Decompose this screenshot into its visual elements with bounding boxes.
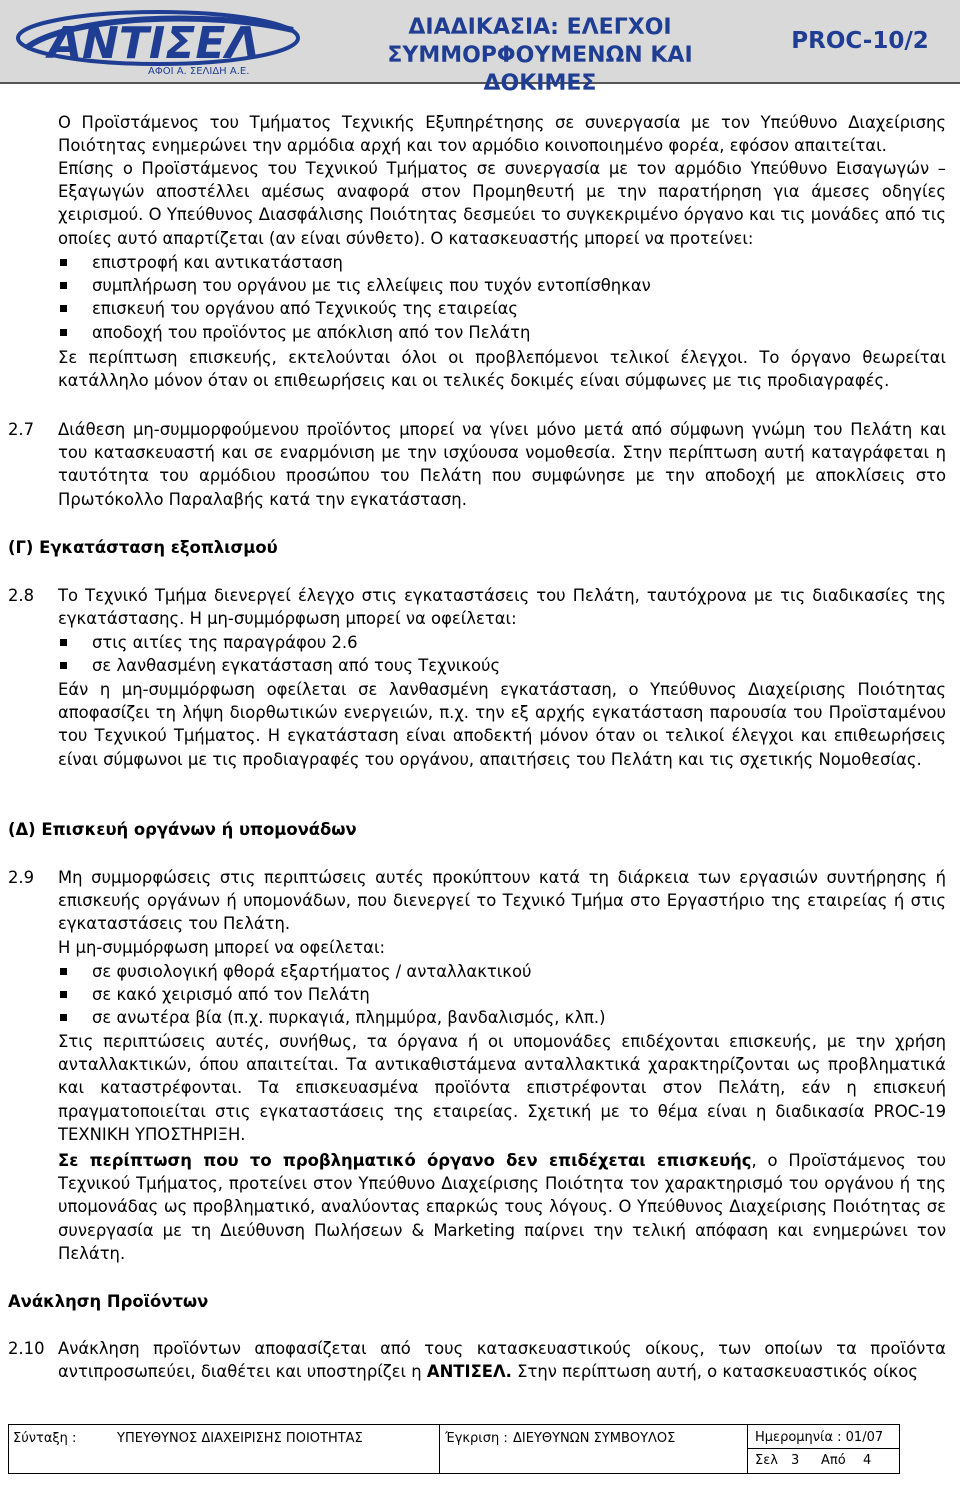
title-line-2: ΣΥΜΜΟΡΦΟΥΜΕΝΩΝ ΚΑΙ ΔΟΚΙΜΕΣ [387,43,693,96]
compiled-value: ΥΠΕΥΘΥΝΟΣ ΔΙΑΧΕΙΡΙΣΗΣ ΠΟΙΟΤΗΤΑΣ [117,1431,363,1446]
footer-divider [439,1425,440,1473]
section-2-8-text-2: Εάν η μη-συμμόρφωση οφείλεται σε λανθασμένη εγκατάσταση, ο Υπεύθυνος Διαχείρισης Ποιότητας αποφασίζει τη λήψη διορθωτικών ενεργειών, π.χ. την εξ αρχής εγκατάσταση παρουσία του Προϊσταμένου του Τεχνικού Τμήματος. Η εγκατάσταση είναι αποδεκτή μόνον όταν οι τελικοί έλεγχοι και επιθεωρήσεις είναι σύμφωνοι με τις προδιαγραφές του οργάνου, απαιτήσεις του Πελάτη και τις σχετικής Νομοθεσίας. [58,680,946,769]
section-2-9-text-2: Στις περιπτώσεις αυτές, συνήθως, τα όργανα ή οι υπομονάδες επιδέχονται επισκευής, με την χρήση ανταλλακτικών, όπου απαιτείται. Τα αντικαθιστάμενα ανταλλακτικά χαρακτηρίζονται ως προβληματικά και καταστρέφονται. Τα επισκευασμένα προϊόντα επιστρέφονται στον Πελάτη, εάν η επισκευή πραγματοποιείται στις εγκαταστάσεις της εταιρείας. Σχετική με το θέμα είναι η διαδικασία PROC-19 ΤΕΧΝΙΚΗ ΥΠΟΣΤΗΡΙΞΗ. [58,1032,946,1144]
logo-subtitle: ΑΦΟΙ Α. ΣΕΛΙΔΗ Α.Ε. [148,66,250,77]
list-item: σε κακό χειρισμό από τον Πελάτη [58,983,606,1006]
section-2-8-text: Το Τεχνικό Τμήμα διενεργεί έλεγχο στις εγκαταστάσεις του Πελάτη, ταυτόχρονα με τις διαδικασίες της εγκατάστασης. Η μη-συμμόρφωση μπορεί να οφείλεται: [58,586,946,629]
list-item: σε ανωτέρα βία (π.χ. πυρκαγιά, πλημμύρα, βανδαλισμός, κλπ.) [58,1006,606,1029]
section-number-2-9: 2.9 [8,868,35,887]
intro-paragraph-1: Ο Προϊστάμενος του Τμήματος Τεχνικής Εξυπηρέτησης σε συνεργασία με τον Υπεύθυνο Διαχείρισης Ποιότητας ενημερώνει την αρμόδια αρχή και τον αρμόδιο κοινοποιημένο φορέα, εφόσον απαιτείται. [58,113,946,156]
approval-label: Έγκριση : [445,1431,508,1446]
logo-wordmark: ΑΝΤΙΣΕΛ [48,18,260,69]
of-label: Από [821,1453,846,1468]
section-number-2-8: 2.8 [8,586,35,605]
list-item: επισκευή του οργάνου από Τεχνικούς της εταιρείας [58,297,651,320]
section-2-9-text-3-rest: , ο Προϊστάμενος του Τεχνικού Τμήματος, προτείνει στον Υπεύθυνο Διαχείρισης Ποιότητα τον χαρακτηρισμό του οργάνου ή της υπομονάδας ως προβληματικό, αναλύοντας επαρκώς τους λόγους. Ο Υπεύθυνος Διαχείρισης Ποιότητας σε συνεργασία με τη Διεύθυνση Πωλήσεων & Marketing παίρνει την τελική απόφαση και ενημερώνει τον Πελάτη. [58,1151,946,1263]
page-header [0,0,960,96]
antisel-logo [8,8,308,78]
list-item: στις αιτίες της παραγράφου 2.6 [58,631,500,654]
list-item: συμπλήρωση του οργάνου με τις ελλείψεις που τυχόν εντοπίσθηκαν [58,274,651,297]
footer-divider [747,1425,748,1473]
page-label: Σελ [755,1453,778,1468]
page-total: 4 [863,1453,872,1468]
compiled-label: Σύνταξη : [13,1431,77,1446]
list-item: σε λανθασμένη εγκατάσταση από τους Τεχνικούς [58,654,500,677]
section-2-8-bullets [58,631,500,677]
footer-divider [747,1448,899,1449]
list-item: επιστροφή και αντικατάσταση [58,251,651,274]
date-label: Ημερομηνία : 01/07 [755,1430,884,1445]
section-2-9-bullets [58,960,606,1030]
page-footer [8,1424,900,1474]
section-2-9-text-3 [58,1149,946,1265]
heading-installation: (Γ) Εγκατάσταση εξοπλισμού [8,538,278,557]
intro-bullet-list [58,251,651,344]
page-number: 3 [791,1453,800,1468]
procedure-code: PROC-10/2 [791,28,929,54]
section-number-2-10: 2.10 [8,1339,45,1358]
heading-repair: (Δ) Επισκευή οργάνων ή υπομονάδων [8,820,357,839]
section-2-9-text-b: Η μη-συμμόρφωση μπορεί να οφείλεται: [58,938,386,957]
section-2-10-text [58,1337,946,1383]
section-number-2-7: 2.7 [8,420,35,439]
section-2-10-text-a: Ανάκληση προϊόντων αποφασίζεται από τους κατασκευαστικούς οίκους, των οποίων τα προϊόντα αντιπροσωπεύει, διαθέτει και υποστηρίζει η [58,1339,946,1382]
title-line-1: ΔΙΑΔΙΚΑΣΙΑ: ΕΛΕΓΧΟΙ [408,15,672,40]
company-name: ΑΝΤΙΣΕΛ. [426,1362,512,1382]
procedure-title [330,14,750,98]
heading-recall: Ανάκληση Προϊόντων [8,1292,209,1311]
section-2-10-text-b: Στην περίπτωση αυτή, ο κατασκευαστικός οίκος [511,1362,918,1382]
section-2-9-text: Μη συμμορφώσεις στις περιπτώσεις αυτές προκύπτουν κατά τη διάρκεια των εργασιών συντήρησης ή επισκευής οργάνων ή υπομονάδων, που διενεργεί το Τεχνικό Τμήμα στο Εργαστήριο της εταιρείας ή στις εγκαταστάσεις του Πελάτη. [58,868,946,934]
section-2-7-text: Διάθεση μη-συμμορφούμενου προϊόντος μπορεί να γίνει μόνο μετά από σύμφωνη γνώμη του Πελάτη και του κατασκευαστή και σε εναρμόνιση με την ισχύουσα νομοθεσία. Στην περίπτωση αυτή καταγράφεται η ταυτότητα του αρμόδιου προσώπου του Πελάτη που συμφώνησε με την αποδοχή με αποκλίσεις στο Πρωτόκολλο Παραλαβής κατά την εγκατάσταση. [58,420,946,509]
list-item: σε φυσιολογική φθορά εξαρτήματος / ανταλλακτικού [58,960,606,983]
bold-phrase: Σε περίπτωση που το προβληματικό όργανο δεν επιδέχεται επισκευής [58,1151,752,1170]
list-item: αποδοχή του προϊόντος με απόκλιση από τον Πελάτη [58,321,651,344]
approval-value: ΔΙΕΥΘΥΝΩΝ ΣΥΜΒΟΥΛΟΣ [513,1431,676,1446]
intro-paragraph-3: Σε περίπτωση επισκευής, εκτελούνται όλοι οι προβλεπόμενοι τελικοί έλεγχοι. Το όργανο θεωρείται κατάλληλο μόνον όταν οι επιθεωρήσεις και οι τελικές δοκιμές είναι σύμφωνες με τις προδιαγραφές. [58,348,946,391]
intro-paragraph-2: Επίσης ο Προϊστάμενος του Τεχνικού Τμήματος σε συνεργασία με τον αρμόδιο Υπεύθυνο Εισαγωγών – Εξαγωγών αποστέλλει αμέσως αναφορά στον Προμηθευτή με την παρατήρηση για άμεσες οδηγίες χειρισμού. Ο Υπεύθυνος Διασφάλισης Ποιότητας δεσμεύει το συγκεκριμένο όργανο και τις μονάδες από τις οποίες αυτό απαρτίζεται (αν είναι σύνθετο). Ο κατασκευαστής μπορεί να προτείνει: [58,159,946,248]
